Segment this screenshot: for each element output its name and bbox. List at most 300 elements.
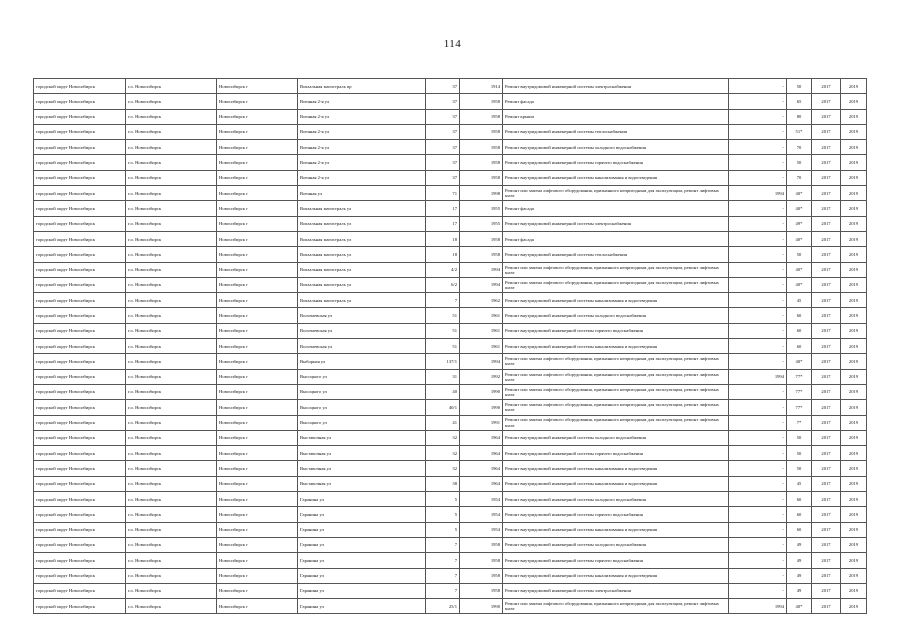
- cell-commissioning-year: -: [729, 308, 787, 323]
- cell-municipality: городской округ Новосибирск: [34, 568, 126, 583]
- cell-work-type: Ремонт внутридомовой инженерной системы канализования и водоотведения: [503, 522, 729, 537]
- cell-start-year: 2017: [812, 323, 841, 338]
- cell-municipality: городской округ Новосибирск: [34, 553, 126, 568]
- cell-wear-percent: 60: [787, 492, 812, 507]
- cell-end-year: 2019: [841, 277, 867, 292]
- cell-district: г.о. Новосибирск: [126, 231, 217, 246]
- cell-wear-percent: 50: [787, 461, 812, 476]
- cell-house-number: 7: [426, 537, 460, 552]
- cell-wear-percent: 65: [787, 94, 812, 109]
- cell-start-year: 2017: [812, 109, 841, 124]
- cell-commissioning-year: -: [729, 430, 787, 445]
- cell-year-built: 1962: [460, 293, 503, 308]
- cell-end-year: 2019: [841, 568, 867, 583]
- cell-start-year: 2017: [812, 354, 841, 369]
- table-row: [34, 522, 867, 537]
- cell-year-built: 1991: [460, 415, 503, 430]
- cell-year-built: 1958: [460, 170, 503, 185]
- cell-district: г.о. Новосибирск: [126, 476, 217, 491]
- cell-year-built: 1964: [460, 476, 503, 491]
- cell-year-built: 1958: [460, 583, 503, 598]
- cell-work-type: Ремонт внутридомовой инженерной системы канализования и водоотведения: [503, 339, 729, 354]
- cell-city: Новосибирск г: [217, 186, 298, 201]
- cell-municipality: городской округ Новосибирск: [34, 522, 126, 537]
- cell-commissioning-year: -: [729, 216, 787, 231]
- cell-street: Высоцкого ул: [298, 415, 426, 430]
- cell-commissioning-year: -: [729, 461, 787, 476]
- cell-year-built: 1958: [460, 94, 503, 109]
- cell-city: Новосибирск г: [217, 109, 298, 124]
- cell-district: г.о. Новосибирск: [126, 247, 217, 262]
- cell-street: Вокзальная магистраль ул: [298, 277, 426, 292]
- cell-district: г.о. Новосибирск: [126, 400, 217, 415]
- cell-district: г.о. Новосибирск: [126, 461, 217, 476]
- table-row: [34, 384, 867, 399]
- cell-street: Вокзальная магистраль ул: [298, 262, 426, 277]
- cell-year-built: 1958: [460, 155, 503, 170]
- table-row: [34, 476, 867, 491]
- cell-house-number: 137/1: [426, 354, 460, 369]
- cell-year-built: 1990: [460, 599, 503, 614]
- cell-city: Новосибирск г: [217, 446, 298, 461]
- cell-commissioning-year: -: [729, 583, 787, 598]
- cell-house-number: 7: [426, 293, 460, 308]
- cell-end-year: 2019: [841, 354, 867, 369]
- cell-city: Новосибирск г: [217, 354, 298, 369]
- cell-start-year: 2017: [812, 446, 841, 461]
- table-row: [34, 277, 867, 292]
- cell-city: Новосибирск г: [217, 568, 298, 583]
- cell-municipality: городской округ Новосибирск: [34, 155, 126, 170]
- cell-commissioning-year: -: [729, 415, 787, 430]
- cell-city: Новосибирск г: [217, 553, 298, 568]
- cell-commissioning-year: -: [729, 476, 787, 491]
- cell-work-type: Ремонт или замена лифтового оборудования, признанного непригодным для эксплуатации, ремонт лифтовых шахт: [503, 369, 729, 384]
- table-row: [34, 568, 867, 583]
- table-row: [34, 354, 867, 369]
- cell-district: г.о. Новосибирск: [126, 354, 217, 369]
- cell-city: Новосибирск г: [217, 384, 298, 399]
- cell-street: Выставочная ул: [298, 446, 426, 461]
- cell-house-number: 37: [426, 140, 460, 155]
- cell-year-built: 1954: [460, 522, 503, 537]
- cell-city: Новосибирск г: [217, 79, 298, 94]
- cell-end-year: 2019: [841, 400, 867, 415]
- cell-street: Вокзальная магистраль пр: [298, 79, 426, 94]
- cell-city: Новосибирск г: [217, 400, 298, 415]
- cell-wear-percent: 40*: [787, 262, 812, 277]
- cell-city: Новосибирск г: [217, 537, 298, 552]
- cell-city: Новосибирск г: [217, 323, 298, 338]
- cell-commissioning-year: -: [729, 553, 787, 568]
- cell-end-year: 2019: [841, 109, 867, 124]
- cell-street: Гаранина ул: [298, 568, 426, 583]
- cell-wear-percent: 45: [787, 293, 812, 308]
- cell-house-number: 37: [426, 94, 460, 109]
- cell-wear-percent: 40*: [787, 231, 812, 246]
- cell-year-built: 1964: [460, 430, 503, 445]
- cell-start-year: 2017: [812, 400, 841, 415]
- cell-house-number: 32: [426, 461, 460, 476]
- cell-municipality: городской округ Новосибирск: [34, 79, 126, 94]
- cell-start-year: 2017: [812, 79, 841, 94]
- cell-end-year: 2019: [841, 155, 867, 170]
- cell-municipality: городской округ Новосибирск: [34, 170, 126, 185]
- cell-year-built: 1994: [460, 277, 503, 292]
- cell-house-number: 32: [426, 446, 460, 461]
- cell-wear-percent: 50: [787, 430, 812, 445]
- cell-district: г.о. Новосибирск: [126, 446, 217, 461]
- cell-house-number: 4/2: [426, 262, 460, 277]
- cell-street: Вокзальная магистраль ул: [298, 201, 426, 216]
- cell-end-year: 2019: [841, 476, 867, 491]
- cell-municipality: городской округ Новосибирск: [34, 323, 126, 338]
- cell-end-year: 2019: [841, 384, 867, 399]
- cell-start-year: 2017: [812, 124, 841, 139]
- cell-house-number: 31: [426, 369, 460, 384]
- cell-house-number: 51: [426, 308, 460, 323]
- cell-street: Военная 2-я ул: [298, 155, 426, 170]
- cell-wear-percent: 49: [787, 553, 812, 568]
- cell-year-built: 1994: [460, 262, 503, 277]
- cell-house-number: 51: [426, 339, 460, 354]
- cell-street: Военная 2-я ул: [298, 124, 426, 139]
- cell-work-type: Ремонт фасада: [503, 231, 729, 246]
- cell-wear-percent: 60: [787, 507, 812, 522]
- cell-commissioning-year: -: [729, 155, 787, 170]
- cell-municipality: городской округ Новосибирск: [34, 415, 126, 430]
- cell-commissioning-year: -: [729, 231, 787, 246]
- cell-municipality: городской округ Новосибирск: [34, 384, 126, 399]
- cell-end-year: 2019: [841, 186, 867, 201]
- cell-commissioning-year: -: [729, 400, 787, 415]
- cell-commissioning-year: -: [729, 323, 787, 338]
- cell-year-built: 1990: [460, 384, 503, 399]
- cell-municipality: городской округ Новосибирск: [34, 109, 126, 124]
- cell-house-number: 18: [426, 247, 460, 262]
- cell-house-number: 7: [426, 553, 460, 568]
- table-row: [34, 430, 867, 445]
- cell-street: Военная 2-я ул: [298, 109, 426, 124]
- cell-wear-percent: 60: [787, 308, 812, 323]
- table-row: [34, 553, 867, 568]
- cell-district: г.о. Новосибирск: [126, 583, 217, 598]
- cell-district: г.о. Новосибирск: [126, 109, 217, 124]
- table-row: [34, 79, 867, 94]
- cell-wear-percent: 77*: [787, 369, 812, 384]
- cell-district: г.о. Новосибирск: [126, 568, 217, 583]
- cell-city: Новосибирск г: [217, 201, 298, 216]
- cell-wear-percent: 70: [787, 140, 812, 155]
- cell-city: Новосибирск г: [217, 155, 298, 170]
- cell-start-year: 2017: [812, 231, 841, 246]
- cell-commissioning-year: -: [729, 293, 787, 308]
- cell-work-type: Ремонт внутридомовой инженерной системы канализования и водоотведения: [503, 461, 729, 476]
- cell-start-year: 2017: [812, 583, 841, 598]
- cell-work-type: Ремонт фасада: [503, 201, 729, 216]
- cell-commissioning-year: -: [729, 109, 787, 124]
- cell-district: г.о. Новосибирск: [126, 140, 217, 155]
- cell-district: г.о. Новосибирск: [126, 124, 217, 139]
- cell-year-built: 1964: [460, 461, 503, 476]
- cell-work-type: Ремонт или замена лифтового оборудования, признанного непригодным для эксплуатации, ремонт лифтовых шахт: [503, 384, 729, 399]
- cell-year-built: 1958: [460, 247, 503, 262]
- cell-year-built: 1958: [460, 140, 503, 155]
- cell-house-number: 37: [426, 79, 460, 94]
- cell-city: Новосибирск г: [217, 140, 298, 155]
- cell-street: Гаранина ул: [298, 599, 426, 614]
- table-row: [34, 140, 867, 155]
- cell-year-built: 1964: [460, 446, 503, 461]
- cell-commissioning-year: -: [729, 170, 787, 185]
- cell-district: г.о. Новосибирск: [126, 186, 217, 201]
- cell-district: г.о. Новосибирск: [126, 216, 217, 231]
- table-body: [34, 79, 867, 614]
- cell-municipality: городской округ Новосибирск: [34, 216, 126, 231]
- cell-wear-percent: 49: [787, 568, 812, 583]
- table-row: [34, 109, 867, 124]
- cell-city: Новосибирск г: [217, 170, 298, 185]
- cell-municipality: городской округ Новосибирск: [34, 94, 126, 109]
- cell-wear-percent: 40*: [787, 186, 812, 201]
- cell-start-year: 2017: [812, 339, 841, 354]
- table-row: [34, 369, 867, 384]
- cell-municipality: городской округ Новосибирск: [34, 461, 126, 476]
- cell-municipality: городской округ Новосибирск: [34, 476, 126, 491]
- cell-street: Высоцкого ул: [298, 400, 426, 415]
- table-row: [34, 400, 867, 415]
- cell-work-type: Ремонт или замена лифтового оборудования, признанного непригодным для эксплуатации, ремонт лифтовых шахт: [503, 354, 729, 369]
- cell-commissioning-year: -: [729, 262, 787, 277]
- cell-wear-percent: 50: [787, 155, 812, 170]
- cell-street: Военная 2-я ул: [298, 170, 426, 185]
- cell-district: г.о. Новосибирск: [126, 339, 217, 354]
- cell-municipality: городской округ Новосибирск: [34, 231, 126, 246]
- cell-district: г.о. Новосибирск: [126, 415, 217, 430]
- cell-commissioning-year: -: [729, 140, 787, 155]
- cell-end-year: 2019: [841, 339, 867, 354]
- table-row: [34, 293, 867, 308]
- cell-city: Новосибирск г: [217, 461, 298, 476]
- cell-end-year: 2019: [841, 430, 867, 445]
- table-row: [34, 323, 867, 338]
- cell-commissioning-year: -: [729, 522, 787, 537]
- cell-city: Новосибирск г: [217, 492, 298, 507]
- cell-house-number: 37: [426, 124, 460, 139]
- cell-commissioning-year: -: [729, 201, 787, 216]
- cell-street: Вокзальная магистраль ул: [298, 247, 426, 262]
- cell-work-type: Ремонт внутридомовой инженерной системы канализования и водоотведения: [503, 568, 729, 583]
- cell-wear-percent: 77*: [787, 384, 812, 399]
- cell-start-year: 2017: [812, 553, 841, 568]
- table-row: [34, 186, 867, 201]
- cell-house-number: 5: [426, 492, 460, 507]
- cell-end-year: 2019: [841, 537, 867, 552]
- table-row: [34, 247, 867, 262]
- cell-house-number: 6/2: [426, 277, 460, 292]
- cell-end-year: 2019: [841, 461, 867, 476]
- cell-city: Новосибирск г: [217, 277, 298, 292]
- cell-house-number: 25/1: [426, 599, 460, 614]
- cell-commissioning-year: 1994: [729, 599, 787, 614]
- cell-municipality: городской округ Новосибирск: [34, 308, 126, 323]
- cell-wear-percent: 40*: [787, 201, 812, 216]
- cell-work-type: Ремонт внутридомовой инженерной системы горячего водоснабжения: [503, 507, 729, 522]
- cell-street: Вокзальная магистраль ул: [298, 216, 426, 231]
- cell-end-year: 2019: [841, 79, 867, 94]
- cell-street: Гаранина ул: [298, 537, 426, 552]
- cell-work-type: Ремонт внутридомовой инженерной системы холодного водоснабжения: [503, 430, 729, 445]
- cell-work-type: Ремонт внутридомовой инженерной системы электроснабжения: [503, 583, 729, 598]
- cell-end-year: 2019: [841, 599, 867, 614]
- cell-start-year: 2017: [812, 430, 841, 445]
- cell-district: г.о. Новосибирск: [126, 369, 217, 384]
- cell-street: Высоцкого ул: [298, 369, 426, 384]
- cell-work-type: Ремонт внутридомовой инженерной системы канализования и водоотведения: [503, 170, 729, 185]
- cell-end-year: 2019: [841, 247, 867, 262]
- cell-year-built: 1998: [460, 186, 503, 201]
- cell-city: Новосибирск г: [217, 507, 298, 522]
- table-row: [34, 461, 867, 476]
- cell-year-built: 1955: [460, 216, 503, 231]
- cell-end-year: 2019: [841, 201, 867, 216]
- cell-work-type: Ремонт внутридомовой инженерной системы холодного водоснабжения: [503, 492, 729, 507]
- cell-city: Новосибирск г: [217, 94, 298, 109]
- cell-municipality: городской округ Новосибирск: [34, 583, 126, 598]
- cell-street: Волочаевская ул: [298, 308, 426, 323]
- cell-start-year: 2017: [812, 186, 841, 201]
- cell-commissioning-year: -: [729, 446, 787, 461]
- cell-house-number: 5: [426, 522, 460, 537]
- cell-house-number: 17: [426, 216, 460, 231]
- cell-end-year: 2019: [841, 507, 867, 522]
- table-row: [34, 216, 867, 231]
- cell-district: г.о. Новосибирск: [126, 79, 217, 94]
- cell-commissioning-year: -: [729, 568, 787, 583]
- cell-wear-percent: 40*: [787, 354, 812, 369]
- cell-commissioning-year: 1994: [729, 369, 787, 384]
- cell-commissioning-year: -: [729, 79, 787, 94]
- cell-house-number: 71: [426, 186, 460, 201]
- cell-end-year: 2019: [841, 522, 867, 537]
- cell-start-year: 2017: [812, 262, 841, 277]
- cell-commissioning-year: -: [729, 277, 787, 292]
- table-row: [34, 446, 867, 461]
- table-row: [34, 507, 867, 522]
- cell-municipality: городской округ Новосибирск: [34, 293, 126, 308]
- cell-year-built: 1914: [460, 79, 503, 94]
- cell-work-type: Ремонт или замена лифтового оборудования, признанного непригодным для эксплуатации, ремонт лифтовых шахт: [503, 400, 729, 415]
- cell-commissioning-year: -: [729, 384, 787, 399]
- cell-municipality: городской округ Новосибирск: [34, 507, 126, 522]
- repair-registry-table: [33, 78, 867, 614]
- cell-city: Новосибирск г: [217, 476, 298, 491]
- cell-wear-percent: 49: [787, 583, 812, 598]
- cell-wear-percent: 49: [787, 537, 812, 552]
- cell-end-year: 2019: [841, 323, 867, 338]
- cell-street: Гаранина ул: [298, 583, 426, 598]
- cell-city: Новосибирск г: [217, 262, 298, 277]
- cell-work-type: Ремонт или замена лифтового оборудования, признанного непригодным для эксплуатации, ремонт лифтовых шахт: [503, 186, 729, 201]
- cell-city: Новосибирск г: [217, 369, 298, 384]
- cell-work-type: Ремонт внутридомовой инженерной системы теплоснабжения: [503, 247, 729, 262]
- cell-house-number: 18: [426, 231, 460, 246]
- cell-work-type: Ремонт или замена лифтового оборудования, признанного непригодным для эксплуатации, ремонт лифтовых шахт: [503, 277, 729, 292]
- table-row: [34, 124, 867, 139]
- cell-city: Новосибирск г: [217, 415, 298, 430]
- cell-commissioning-year: -: [729, 492, 787, 507]
- cell-house-number: 32: [426, 430, 460, 445]
- cell-start-year: 2017: [812, 201, 841, 216]
- cell-start-year: 2017: [812, 599, 841, 614]
- cell-work-type: Ремонт или замена лифтового оборудования, признанного непригодным для эксплуатации, ремонт лифтовых шахт: [503, 262, 729, 277]
- cell-district: г.о. Новосибирск: [126, 170, 217, 185]
- cell-work-type: Ремонт фасада: [503, 94, 729, 109]
- page-number: 114: [443, 38, 462, 50]
- table-row: [34, 415, 867, 430]
- cell-district: г.о. Новосибирск: [126, 155, 217, 170]
- cell-municipality: городской округ Новосибирск: [34, 446, 126, 461]
- cell-wear-percent: 80: [787, 109, 812, 124]
- cell-house-number: 40/1: [426, 400, 460, 415]
- cell-end-year: 2019: [841, 583, 867, 598]
- cell-wear-percent: 7*: [787, 415, 812, 430]
- cell-municipality: городской округ Новосибирск: [34, 537, 126, 552]
- cell-street: Выборная ул: [298, 354, 426, 369]
- cell-commissioning-year: 1994: [729, 186, 787, 201]
- table-row: [34, 599, 867, 614]
- cell-street: Гаранина ул: [298, 492, 426, 507]
- cell-wear-percent: 60: [787, 339, 812, 354]
- cell-work-type: Ремонт внутридомовой инженерной системы электроснабжения: [503, 79, 729, 94]
- table-row: [34, 201, 867, 216]
- cell-municipality: городской округ Новосибирск: [34, 492, 126, 507]
- cell-municipality: городской округ Новосибирск: [34, 262, 126, 277]
- cell-end-year: 2019: [841, 140, 867, 155]
- cell-street: Высоцкого ул: [298, 384, 426, 399]
- cell-work-type: Ремонт внутридомовой инженерной системы канализования и водоотведения: [503, 476, 729, 491]
- cell-commissioning-year: -: [729, 354, 787, 369]
- cell-start-year: 2017: [812, 492, 841, 507]
- cell-street: Вокзальная магистраль ул: [298, 231, 426, 246]
- table-row: [34, 262, 867, 277]
- cell-municipality: городской округ Новосибирск: [34, 140, 126, 155]
- cell-municipality: городской округ Новосибирск: [34, 599, 126, 614]
- cell-municipality: городской округ Новосибирск: [34, 247, 126, 262]
- cell-year-built: 1958: [460, 553, 503, 568]
- cell-street: Вокзальная магистраль ул: [298, 293, 426, 308]
- cell-year-built: 1955: [460, 201, 503, 216]
- cell-start-year: 2017: [812, 369, 841, 384]
- cell-street: Гаранина ул: [298, 507, 426, 522]
- cell-end-year: 2019: [841, 170, 867, 185]
- cell-work-type: Ремонт крыши: [503, 109, 729, 124]
- cell-end-year: 2019: [841, 231, 867, 246]
- cell-commissioning-year: -: [729, 247, 787, 262]
- cell-year-built: 1992: [460, 369, 503, 384]
- cell-end-year: 2019: [841, 415, 867, 430]
- cell-wear-percent: 77*: [787, 400, 812, 415]
- cell-year-built: 1958: [460, 568, 503, 583]
- table-row: [34, 308, 867, 323]
- cell-work-type: Ремонт внутридомовой инженерной системы горячего водоснабжения: [503, 446, 729, 461]
- cell-street: Гаранина ул: [298, 553, 426, 568]
- table-row: [34, 231, 867, 246]
- cell-house-number: 41: [426, 415, 460, 430]
- cell-wear-percent: 60: [787, 522, 812, 537]
- cell-start-year: 2017: [812, 94, 841, 109]
- table-row: [34, 492, 867, 507]
